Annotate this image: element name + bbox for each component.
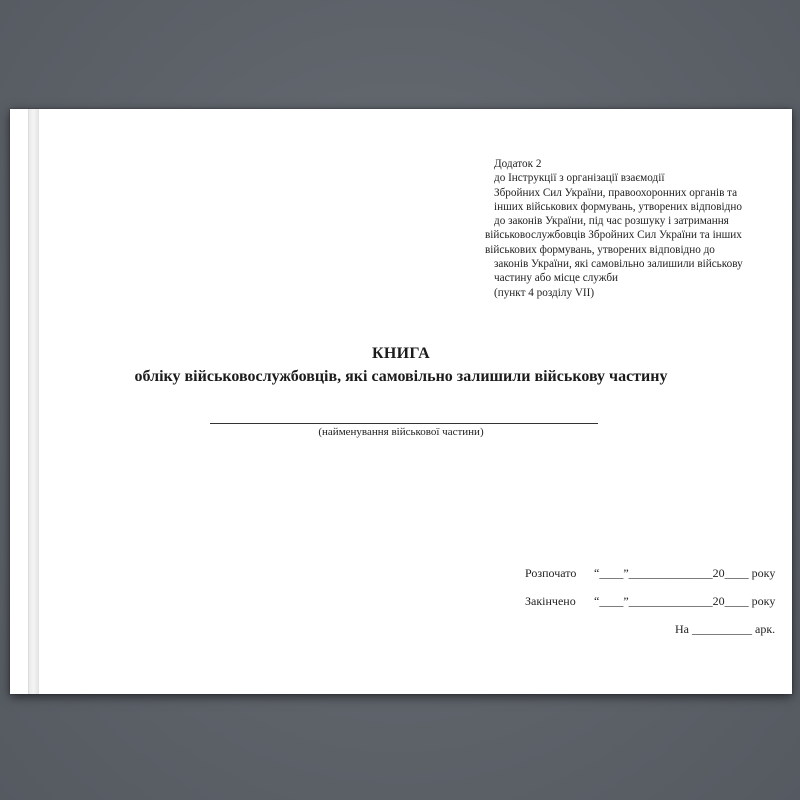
appendix-line: частину або місце служби — [494, 272, 619, 285]
start-date-row — [525, 566, 775, 581]
appendix-line: військовослужбовців Збройних Сил України та інших — [485, 229, 742, 242]
appendix-line: (пункт 4 розділу VII) — [494, 286, 595, 299]
appendix-line: військових формувань, утворених відповідно до — [485, 243, 715, 256]
end-date-label: Закінчено — [525, 594, 576, 608]
appendix-line: до Інструкції з організації взаємодії — [494, 172, 665, 185]
end-date-row — [525, 594, 775, 609]
appendix-line: інших військових формувань, утворених відповідно — [494, 200, 742, 213]
appendix-line: до законів України, під час розшуку і затримання — [494, 215, 729, 228]
sheets-count-row: На __________ арк. — [675, 622, 776, 636]
unit-name-blank-line — [210, 423, 598, 424]
appendix-line: Збройних Сил України, правоохоронних органів та — [494, 186, 738, 199]
end-date-blank: “____”______________20____ року — [594, 594, 776, 608]
document-subtitle: обліку військовослужбовців, які самовільно залишили військову частину — [134, 368, 668, 385]
appendix-reference — [485, 157, 785, 300]
page-binding-strip — [28, 109, 39, 694]
start-date-label: Розпочато — [525, 566, 577, 580]
unit-name-caption: (найменування військової частини) — [318, 426, 484, 438]
document-title: КНИГА — [372, 345, 430, 362]
document-page — [10, 109, 792, 694]
appendix-line: Додаток 2 — [494, 158, 542, 170]
appendix-line: законів України, які самовільно залишили військову — [494, 258, 743, 271]
start-date-blank: “____”______________20____ року — [594, 566, 776, 580]
